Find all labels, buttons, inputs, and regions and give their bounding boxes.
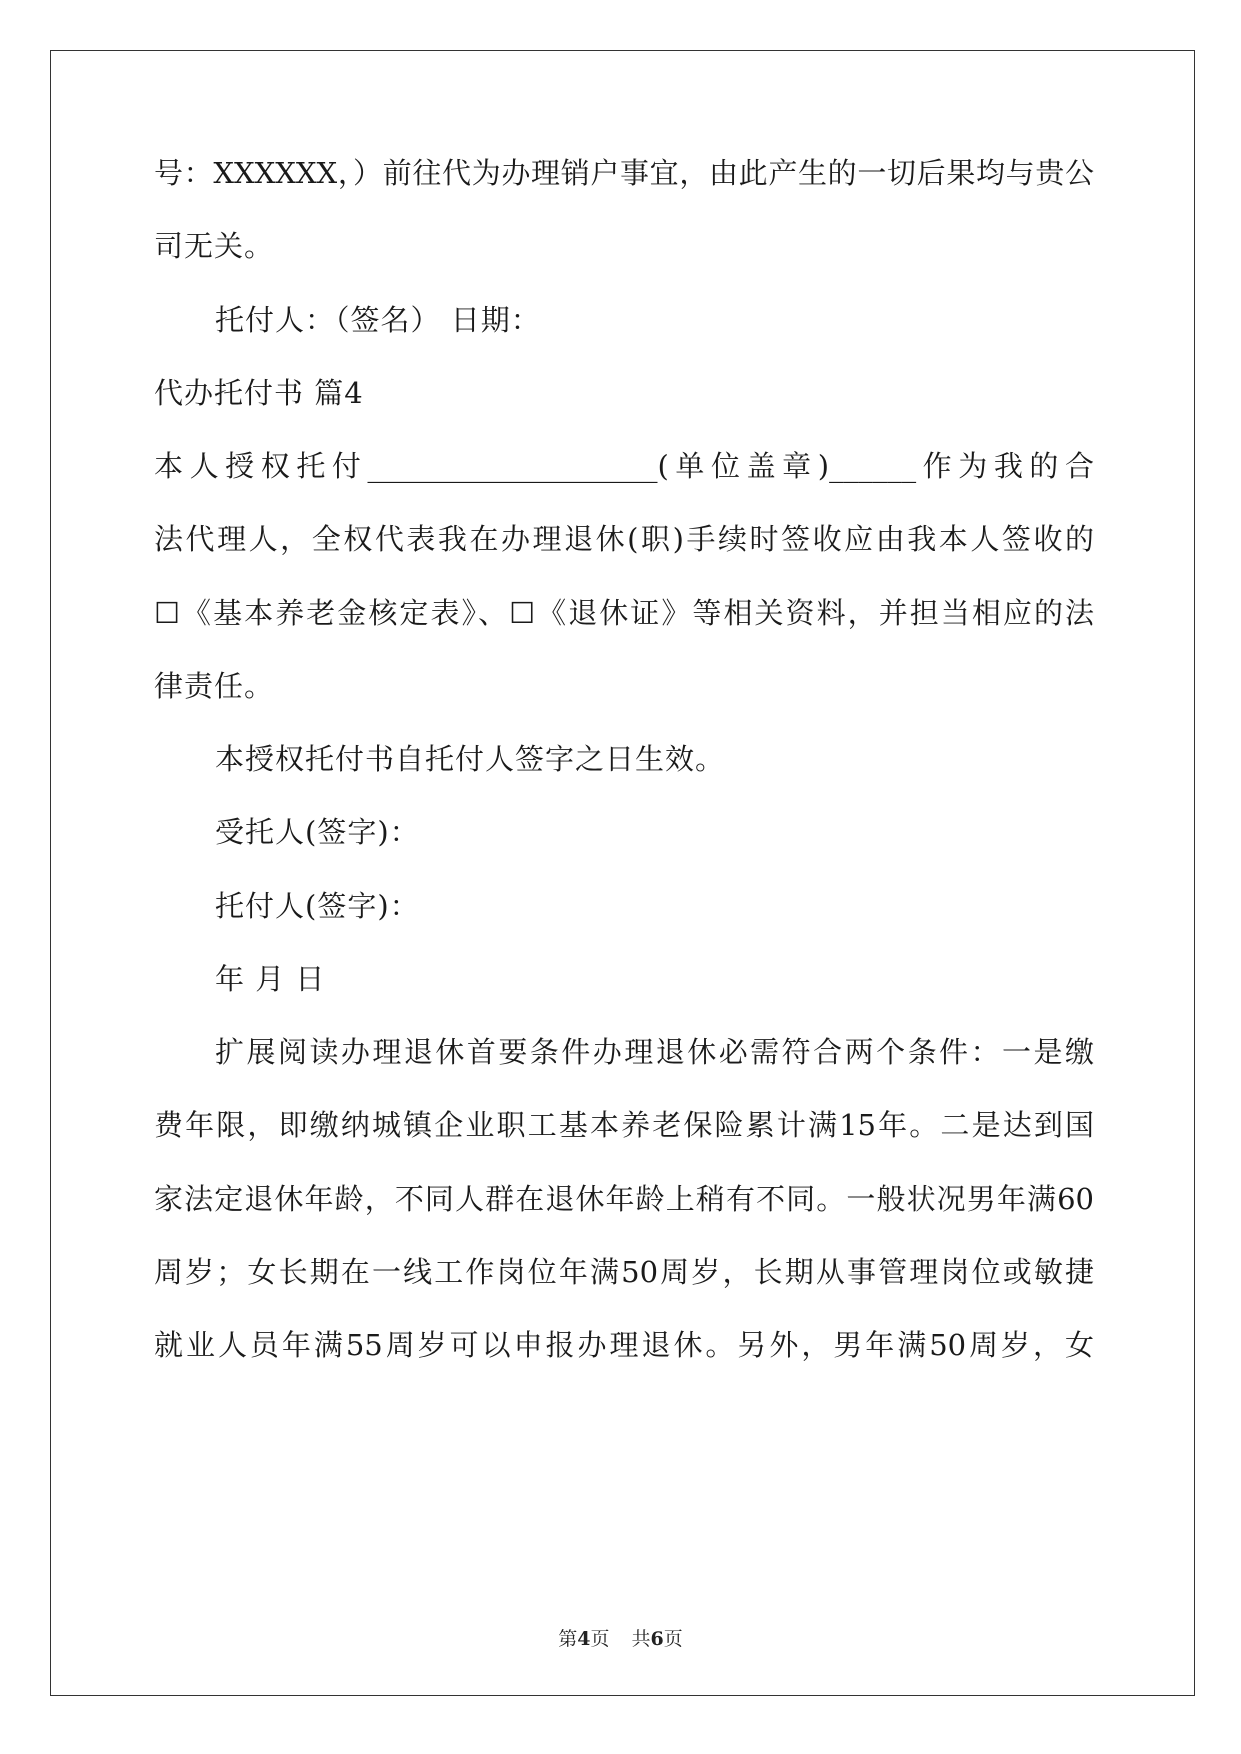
- total-prefix: 共: [631, 1628, 651, 1650]
- text-line: 本授权托付书自托付人签字之日生效。: [215, 742, 726, 776]
- trustee-signature-line: 受托人(签字)：: [215, 815, 420, 849]
- text-line: 法代理人，全权代表我在办理退休(职)手续时签收应由我本人签收的: [154, 522, 1094, 556]
- page-footer: [0, 1627, 1241, 1651]
- text-line: 司无关。: [154, 229, 275, 263]
- page-border: [50, 50, 1195, 1696]
- text-line: 号：XXXXXX，）前往代为办理销户事宜，由此产生的一切后果均与贵公: [154, 156, 1094, 190]
- page-prefix: 第: [558, 1628, 578, 1650]
- total-suffix: 页: [663, 1628, 683, 1650]
- text-line: 周岁；女长期在一线工作岗位年满50周岁，长期从事管理岗位或敏捷: [154, 1255, 1094, 1289]
- principal-signature-line: 托付人(签字)：: [215, 889, 420, 923]
- text-line: 本人授权托付____________________(单位盖章)______作为我的合: [154, 449, 1094, 483]
- section-heading: 代办托付书 篇4: [154, 376, 364, 410]
- page-total: 6: [650, 1628, 664, 1650]
- page-suffix: 页: [590, 1628, 610, 1650]
- signature-line: 托付人：（签名） 日期：: [215, 303, 541, 337]
- text-line: 家法定退休年龄，不同人群在退休年龄上稍有不同。一般状况男年满60: [154, 1182, 1094, 1216]
- text-line: 律责任。: [154, 669, 275, 703]
- date-line: 年 月 日: [215, 962, 326, 996]
- page-current: 4: [577, 1628, 591, 1650]
- text-line: 扩展阅读办理退休首要条件办理退休必需符合两个条件：一是缴: [215, 1035, 1094, 1069]
- text-line: 就业人员年满55周岁可以申报办理退休。另外，男年满50周岁，女: [154, 1328, 1094, 1362]
- text-line: ☐《基本养老金核定表》、☐《退休证》等相关资料，并担当相应的法: [154, 596, 1094, 630]
- text-line: 费年限，即缴纳城镇企业职工基本养老保险累计满15年。二是达到国: [154, 1108, 1094, 1142]
